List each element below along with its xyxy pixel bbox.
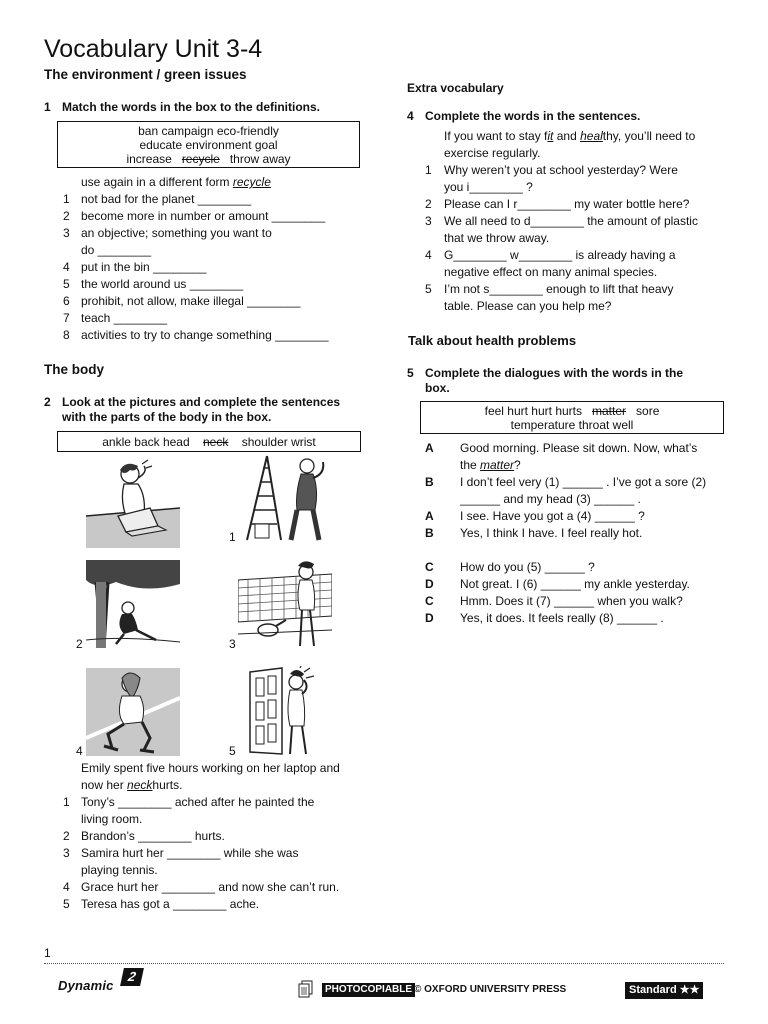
illustration-laptop-neck	[86, 456, 180, 548]
dialogue-line: Hmm. Does it (7) ______ when you walk?	[460, 594, 683, 608]
photocopy-icon	[298, 980, 314, 998]
dialogue-line: Not great. I (6) ______ my ankle yesterday.	[460, 577, 690, 591]
speaker-label: A	[425, 509, 434, 523]
word-box-row	[58, 152, 359, 166]
level-badge: Standard ★★	[625, 982, 703, 999]
word: feel hurt hurt hurts	[484, 404, 582, 418]
section-heading-body: The body	[44, 362, 104, 377]
item-number: 7	[63, 311, 70, 325]
item-text: teach ________	[81, 311, 168, 325]
question-number: 5	[407, 366, 414, 380]
item-number: 5	[425, 282, 432, 296]
example-text: now her	[81, 778, 124, 792]
picture-number: 2	[76, 637, 83, 651]
picture-number: 1	[229, 530, 236, 544]
example-text: and	[553, 129, 581, 143]
example-sentence: Emily spent five hours working on her laptop and	[81, 761, 340, 775]
example-text: hurts.	[152, 778, 183, 792]
example-answer: recycle	[232, 175, 271, 189]
question-text: Match the words in the box to the definitions.	[62, 100, 320, 114]
item-number: 4	[425, 248, 432, 262]
question-2-instruction	[44, 395, 384, 425]
example-answer: it	[547, 129, 554, 143]
dialogue-line: Good morning. Please sit down. Now, what’s	[460, 441, 698, 455]
dialogue-line: How do you (5) ______ ?	[460, 560, 595, 574]
speaker-label: D	[425, 611, 434, 625]
item-number: 5	[63, 897, 70, 911]
crossed-out-word: matter	[592, 404, 627, 418]
word-box-health	[420, 401, 724, 434]
item-text: table. Please can you help me?	[444, 299, 612, 313]
item-text: an objective; something you want to	[81, 226, 272, 240]
dialogue-text: the	[460, 458, 481, 472]
extra-vocabulary-heading: Extra vocabulary	[407, 81, 504, 95]
footer-divider	[44, 963, 724, 964]
section-heading-health: Talk about health problems	[408, 333, 577, 348]
item-text: Grace hurt her ________ and now she can’t run.	[81, 880, 340, 894]
illustration-ankle	[86, 668, 180, 756]
speaker-label: C	[425, 560, 434, 574]
item-number: 3	[63, 226, 70, 240]
picture-number: 5	[229, 744, 236, 758]
item-text: We all need to d________ the amount of plastic	[444, 214, 698, 228]
item-text: not bad for the planet ________	[81, 192, 252, 206]
item-number: 3	[425, 214, 432, 228]
item-number: 8	[63, 328, 70, 342]
word: sore	[636, 404, 660, 418]
question-1-instruction	[44, 100, 384, 115]
illustration-tennis-shoulder	[238, 560, 332, 650]
question-text: with the parts of the body in the box.	[62, 410, 272, 424]
example-answer: heal	[580, 129, 603, 143]
word: throw away	[229, 152, 291, 166]
word-box-row: temperature throat well	[510, 418, 634, 432]
crossed-out-word: neck	[203, 435, 229, 449]
illustration-door-head	[246, 666, 328, 756]
item-number: 5	[63, 277, 70, 291]
question-text: Complete the words in the sentences.	[425, 109, 641, 123]
example-text: thy, you’ll need to	[602, 129, 696, 143]
item-text: G________ w________ is already having a	[444, 248, 676, 262]
dynamic-logo	[58, 969, 138, 1000]
item-text: playing tennis.	[81, 863, 158, 877]
example-sentence: exercise regularly.	[444, 146, 541, 160]
example-text: If you want to stay f	[444, 129, 548, 143]
word-box-body	[57, 431, 361, 452]
question-text: box.	[425, 381, 450, 395]
illustration-ladder-back	[237, 454, 331, 544]
example-answer: matter	[480, 458, 515, 472]
item-text: Why weren’t you at school yesterday? Were	[444, 163, 678, 177]
item-number: 2	[425, 197, 432, 211]
word: ankle back head	[102, 435, 190, 449]
item-number: 1	[425, 163, 432, 177]
speaker-label: A	[425, 441, 434, 455]
picture-number: 4	[76, 744, 83, 758]
example-answer: neck	[127, 778, 153, 792]
item-text: do ________	[81, 243, 152, 257]
crossed-out-word: recycle	[181, 152, 220, 166]
dialogue-line	[460, 457, 521, 474]
page-title: Vocabulary Unit 3-4	[44, 35, 263, 63]
item-text: the world around us ________	[81, 277, 244, 291]
speaker-label: B	[425, 475, 434, 489]
logo-number: 2	[120, 968, 144, 986]
item-number: 4	[63, 260, 70, 274]
item-text: prohibit, not allow, make illegal ________	[81, 294, 301, 308]
question-number: 1	[44, 100, 51, 114]
item-number: 2	[63, 829, 70, 843]
logo-text: Dynamic	[58, 978, 114, 993]
item-text: that we throw away.	[444, 231, 550, 245]
item-text: put in the bin ________	[81, 260, 207, 274]
item-number: 1	[63, 795, 70, 809]
item-number: 2	[63, 209, 70, 223]
item-text: Please can I r________ my water bottle here?	[444, 197, 690, 211]
example-text: use again in a different form	[81, 175, 230, 189]
question-number: 4	[407, 109, 414, 123]
photocopiable-badge: PHOTOCOPIABLE	[322, 983, 415, 997]
dialogue-line: I don’t feel very (1) ______ . I’ve got a sore (2)	[460, 475, 707, 489]
word: increase	[126, 152, 172, 166]
question-4-instruction	[407, 109, 727, 124]
picture-number: 3	[229, 637, 236, 651]
word-box-row: educate environment goal	[139, 138, 278, 152]
speaker-label: D	[425, 577, 434, 591]
item-text: you i________ ?	[444, 180, 533, 194]
speaker-label: C	[425, 594, 434, 608]
question-text: Complete the dialogues with the words in the	[425, 366, 684, 380]
example-sentence	[81, 777, 182, 794]
dialogue-line: Yes, it does. It feels really (8) ______ .	[460, 611, 664, 625]
example-sentence	[444, 128, 695, 145]
dialogue-line: Yes, I think I have. I feel really hot.	[460, 526, 643, 540]
item-text: Samira hurt her ________ while she was	[81, 846, 299, 860]
dialogue-text: ?	[514, 458, 521, 472]
item-text: living room.	[81, 812, 143, 826]
illustration-tree-wrist	[86, 560, 180, 648]
item-number: 6	[63, 294, 70, 308]
item-text: become more in number or amount ________	[81, 209, 326, 223]
page-number: 1	[44, 946, 51, 960]
word-box-row: ban campaign eco-friendly	[138, 124, 279, 138]
dialogue-line: ______ and my head (3) ______ .	[460, 492, 641, 506]
item-number: 3	[63, 846, 70, 860]
dialogue-line: I see. Have you got a (4) ______ ?	[460, 509, 645, 523]
item-text: I’m not s________ enough to lift that heavy	[444, 282, 674, 296]
item-text: negative effect on many animal species.	[444, 265, 658, 279]
word-box-row	[421, 404, 723, 418]
publisher-credit: © OXFORD UNIVERSITY PRESS	[414, 984, 567, 995]
question-5-instruction	[407, 366, 727, 396]
item-number: 1	[63, 192, 70, 206]
question-number: 2	[44, 395, 51, 409]
item-text: Teresa has got a ________ ache.	[81, 897, 260, 911]
speaker-label: B	[425, 526, 434, 540]
item-text: Brandon’s ________ hurts.	[81, 829, 225, 843]
example-definition	[81, 174, 271, 191]
item-text: Tony’s ________ ached after he painted the	[81, 795, 315, 809]
word-box-environment	[57, 121, 360, 168]
item-number: 4	[63, 880, 70, 894]
section-heading-environment: The environment / green issues	[44, 67, 247, 82]
word: shoulder wrist	[241, 435, 316, 449]
question-text: Look at the pictures and complete the sentences	[62, 395, 341, 409]
item-text: activities to try to change something ________	[81, 328, 329, 342]
